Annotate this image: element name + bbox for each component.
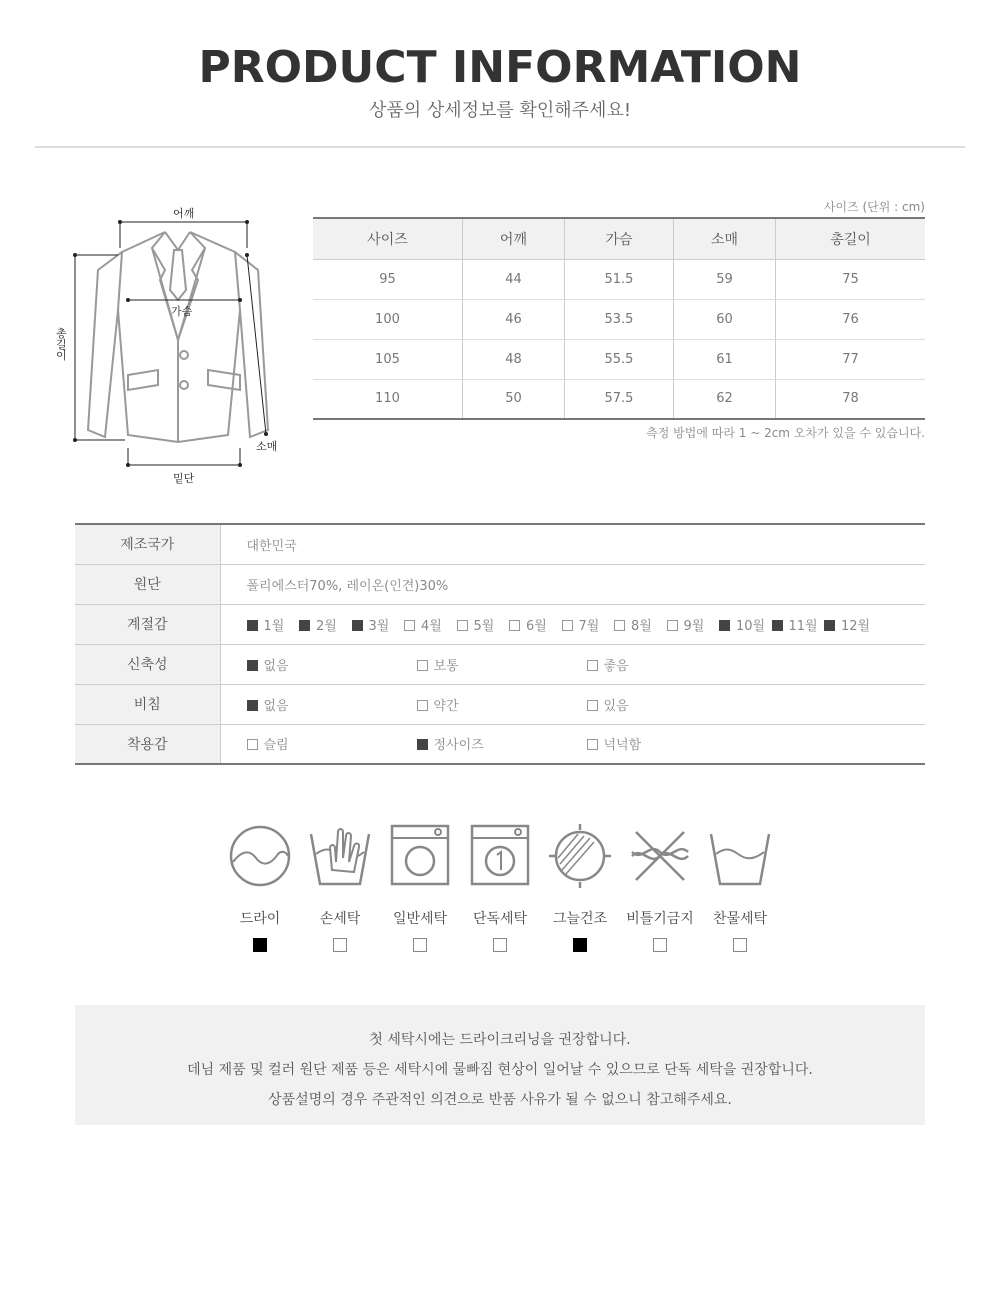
- care-label: 그늘건조: [552, 911, 608, 927]
- table-cell: 61: [673, 339, 775, 379]
- care-checkbox: [733, 938, 747, 952]
- option-item: [587, 734, 757, 753]
- sheer-options: [220, 684, 925, 724]
- option-label: 6월: [526, 618, 547, 634]
- care-checkbox: [493, 938, 507, 952]
- info-label: 원단: [75, 564, 220, 604]
- table-cell: 50: [462, 379, 564, 419]
- table-cell: 77: [776, 339, 925, 379]
- shoulder-label: 어깨: [173, 207, 195, 220]
- table-row: [313, 259, 925, 299]
- size-header-cell: 사이즈: [313, 218, 462, 259]
- option-label: 보통: [433, 658, 459, 674]
- option-item: [299, 615, 352, 634]
- table-cell: 53.5: [565, 299, 674, 339]
- option-checkbox: [824, 620, 835, 631]
- page-subtitle: 상품의 상세정보를 확인해주세요!: [368, 100, 632, 121]
- option-item: [667, 615, 720, 634]
- option-checkbox: [404, 620, 415, 631]
- notice-line: 데님 제품 및 컬러 원단 제품 등은 세탁시에 물빠짐 현상이 일어날 수 있으므로 단독 세탁을 권장합니다.: [187, 1062, 813, 1078]
- page-title: PRODUCT INFORMATION: [198, 42, 802, 93]
- table-cell: 59: [673, 259, 775, 299]
- hem-label: 밑단: [173, 472, 195, 485]
- care-label: 비틀기금지: [626, 911, 694, 927]
- info-row-stretch: [75, 644, 925, 684]
- table-cell: 110: [313, 379, 462, 419]
- shade-dry-icon: [548, 822, 612, 888]
- table-cell: 44: [462, 259, 564, 299]
- care-item-shade-dry: [540, 822, 620, 956]
- table-cell: 48: [462, 339, 564, 379]
- option-checkbox: [614, 620, 625, 631]
- option-checkbox: [719, 620, 730, 631]
- care-checkbox: [653, 938, 667, 952]
- option-label: 10월: [736, 618, 766, 634]
- info-label: 제조국가: [75, 524, 220, 564]
- option-checkbox: [247, 620, 258, 631]
- option-label: 9월: [683, 618, 705, 634]
- option-checkbox: [772, 620, 783, 631]
- info-value: 폴리에스터70%, 레이온(인견)30%: [220, 564, 925, 604]
- season-options: [220, 604, 925, 644]
- table-cell: 105: [313, 339, 462, 379]
- care-checkbox: [573, 938, 587, 952]
- option-label: 넉넉함: [603, 738, 642, 754]
- care-item-hand-wash: [300, 822, 380, 956]
- option-checkbox: [587, 739, 598, 750]
- option-item: [719, 615, 772, 634]
- care-checkbox: [253, 938, 267, 952]
- option-item: [824, 615, 877, 634]
- size-note: 측정 방법에 따라 1 ~ 2cm 오차가 있을 수 있습니다.: [646, 426, 925, 440]
- option-label: 3월: [368, 618, 390, 634]
- option-item: [417, 734, 587, 753]
- info-row-season: [75, 604, 925, 644]
- care-instructions: [220, 822, 780, 962]
- care-item-separate-wash: [460, 822, 540, 956]
- option-item: [417, 655, 587, 674]
- length-label: 총길이: [56, 327, 67, 362]
- notice-box: [75, 1005, 925, 1125]
- option-item: [247, 734, 417, 753]
- no-wring-icon: [628, 822, 692, 888]
- option-checkbox: [509, 620, 520, 631]
- option-item: [509, 615, 562, 634]
- option-label: 7월: [578, 618, 600, 634]
- option-item: [772, 615, 825, 634]
- table-cell: 100: [313, 299, 462, 339]
- cold-wash-icon: [708, 822, 772, 888]
- table-row: [313, 339, 925, 379]
- table-cell: 62: [673, 379, 775, 419]
- notice-line: 상품설명의 경우 주관적인 의견으로 반품 사유가 될 수 없으니 참고해주세요.: [268, 1092, 732, 1108]
- size-header-cell: 가슴: [565, 218, 674, 259]
- table-cell: 76: [776, 299, 925, 339]
- option-checkbox: [417, 739, 428, 750]
- care-item-no-wring: [620, 822, 700, 956]
- table-cell: 60: [673, 299, 775, 339]
- size-table: [313, 217, 925, 420]
- option-label: 1월: [263, 618, 285, 634]
- option-checkbox: [587, 700, 598, 711]
- info-row-fit: [75, 724, 925, 764]
- option-label: 5월: [473, 618, 495, 634]
- table-cell: 57.5: [565, 379, 674, 419]
- notice-line: 첫 세탁시에는 드라이크리닝을 권장합니다.: [369, 1032, 631, 1048]
- care-item-machine-wash: [380, 822, 460, 956]
- option-checkbox: [299, 620, 310, 631]
- option-checkbox: [417, 700, 428, 711]
- info-label: 계절감: [75, 604, 220, 644]
- option-checkbox: [667, 620, 678, 631]
- option-label: 12월: [841, 618, 871, 634]
- option-item: [404, 615, 457, 634]
- option-item: [614, 615, 667, 634]
- fit-options: [220, 724, 925, 764]
- option-checkbox: [247, 739, 258, 750]
- option-checkbox: [562, 620, 573, 631]
- care-label: 드라이: [239, 911, 281, 927]
- option-label: 없음: [263, 698, 289, 714]
- option-label: 4월: [421, 618, 442, 634]
- option-label: 11월: [788, 618, 818, 634]
- option-label: 2월: [316, 618, 337, 634]
- product-info-table: [75, 523, 925, 765]
- info-label: 비침: [75, 684, 220, 724]
- info-label: 신축성: [75, 644, 220, 684]
- info-label: 착용감: [75, 724, 220, 764]
- table-cell: 55.5: [565, 339, 674, 379]
- info-row-country: [75, 524, 925, 564]
- option-item: [562, 615, 615, 634]
- option-label: 있음: [603, 698, 629, 714]
- table-cell: 78: [776, 379, 925, 419]
- hand-wash-icon: [308, 822, 372, 888]
- option-checkbox: [587, 660, 598, 671]
- option-label: 없음: [263, 658, 289, 674]
- option-checkbox: [247, 700, 258, 711]
- separate-wash-icon: [468, 822, 532, 888]
- option-item: [352, 615, 405, 634]
- option-label: 8월: [631, 618, 652, 634]
- info-value: 대한민국: [220, 524, 925, 564]
- header-divider: [35, 146, 965, 148]
- option-item: [247, 615, 300, 634]
- table-cell: 95: [313, 259, 462, 299]
- size-header-cell: 어깨: [462, 218, 564, 259]
- option-item: [457, 615, 510, 634]
- machine-wash-icon: [388, 822, 452, 888]
- table-cell: 75: [776, 259, 925, 299]
- option-label: 정사이즈: [433, 738, 484, 754]
- option-item: [247, 655, 417, 674]
- care-item-dry: [220, 822, 300, 956]
- table-row: [313, 379, 925, 419]
- care-label: 단독세탁: [472, 911, 528, 927]
- table-cell: 46: [462, 299, 564, 339]
- option-item: [587, 695, 757, 714]
- size-header-row: [313, 218, 925, 259]
- table-row: [313, 299, 925, 339]
- option-item: [247, 695, 417, 714]
- stretch-options: [220, 644, 925, 684]
- option-label: 좋음: [603, 658, 629, 674]
- option-label: 약간: [433, 698, 459, 714]
- size-header-cell: 총길이: [776, 218, 925, 259]
- option-item: [587, 655, 757, 674]
- option-checkbox: [417, 660, 428, 671]
- size-header-cell: 소매: [673, 218, 775, 259]
- care-label: 일반세탁: [392, 911, 448, 927]
- chest-label: 가슴: [171, 305, 193, 318]
- care-checkbox: [413, 938, 427, 952]
- option-checkbox: [247, 660, 258, 671]
- table-cell: 51.5: [565, 259, 674, 299]
- care-item-cold-wash: [700, 822, 780, 956]
- size-unit: 사이즈 (단위 : cm): [823, 200, 925, 214]
- option-checkbox: [457, 620, 468, 631]
- care-label: 손세탁: [319, 911, 361, 927]
- dry-clean-icon: [228, 822, 292, 888]
- info-row-fabric: [75, 564, 925, 604]
- option-label: 슬림: [263, 738, 289, 754]
- option-item: [417, 695, 587, 714]
- option-checkbox: [352, 620, 363, 631]
- care-checkbox: [333, 938, 347, 952]
- info-row-sheer: [75, 684, 925, 724]
- care-label: 찬물세탁: [712, 911, 768, 927]
- jacket-diagram: [50, 200, 300, 490]
- sleeve-label: 소매: [256, 440, 278, 453]
